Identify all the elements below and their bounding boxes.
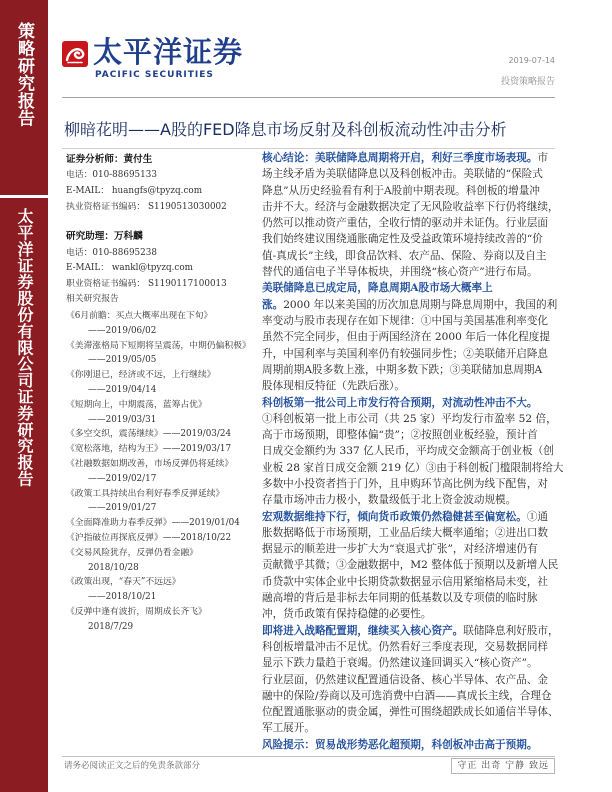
summary-body-text: 联储降息利好股市， xyxy=(463,624,559,637)
summary-body-text: 我们始终建议围绕通胀确定性及受益政策环境持续改善的“价 xyxy=(262,233,543,246)
summary-line xyxy=(262,476,562,492)
related-report-line: 《政策工具持续出台利好春季反弹延续》 xyxy=(66,488,225,499)
report-title: 柳暗花明——A股的FED降息市场反射及科创板流动性冲击分析 xyxy=(64,120,507,139)
summary-body-text: 胀数据略低于市场预期，工业品后续大概率通缩；②进出口数 xyxy=(262,526,549,539)
summary-body-text: ①科创板第一批上市公司（共 25 家）平均发行市盈率 52 倍， xyxy=(262,412,557,425)
summary-body-text: 率变动与股市表现存在如下规律：①中国与美国基准利率变化 xyxy=(262,314,549,327)
summary-body-text: 币贷款中实体企业中长期贷款数据显示信用紧缩格局未变，社 xyxy=(262,575,549,588)
summary-line xyxy=(262,329,562,345)
related-report-line: ——2018/10/21 xyxy=(88,592,157,603)
summary-line xyxy=(262,704,562,720)
summary-line xyxy=(262,183,562,199)
summary-line xyxy=(262,264,562,280)
summary-highlight-text: 涨。 xyxy=(262,298,284,311)
summary-body-text: 值-真成长”主线，即食品饮料、农产品、保险、券商以及自主 xyxy=(262,249,547,262)
analyst-certificate: 执业资格证书编码： S1190513030002 xyxy=(66,202,227,212)
summary-highlight-text: 核心结论：美联储降息周期将开启，利好三季度市场表现。 xyxy=(262,152,538,164)
summary-line xyxy=(262,574,562,590)
summary-highlight-text: 科创板第一批公司上市发行符合预期，对流动性冲击不大。 xyxy=(262,396,538,409)
summary-line xyxy=(262,623,562,639)
summary-line xyxy=(262,378,562,394)
summary-line xyxy=(262,720,562,736)
summary-line xyxy=(262,346,562,362)
summary-line xyxy=(262,297,562,313)
summary-body-text: 位配置通胀驱动的贵金属，弹性可围绕超跌成长如通信半导体、 xyxy=(262,706,559,719)
analyst-email: E-MAIL： huangfs@tpyzq.com xyxy=(66,186,203,196)
related-report-line: 《短期向上，中期震荡，蓝筹占优》 xyxy=(66,399,207,410)
analyst-phone: 电话：010-88695133 xyxy=(66,170,157,180)
summary-body-text: 军工展开。 xyxy=(262,722,315,735)
summary-section xyxy=(262,150,562,754)
related-reports-list xyxy=(66,309,256,639)
summary-body-text: 股体现相反特征（先跌后涨）。 xyxy=(262,380,406,393)
summary-line xyxy=(262,280,562,296)
summary-line xyxy=(262,199,562,215)
related-report-line: ——2019/04/14 xyxy=(88,385,157,395)
related-report-line: 2018/10/28 xyxy=(88,562,139,573)
sidebar-divider xyxy=(0,195,48,198)
related-report-line: 《6月前瞻：买点大概率出现在下旬》 xyxy=(66,311,213,321)
summary-body-text: 存量市场冲击力极小，数量级低于北上资金波动规模。 xyxy=(262,494,517,507)
summary-highlight-text: 风险提示：贸易战形势恶化超预期，科创板冲击高于预期。 xyxy=(262,738,538,751)
summary-line xyxy=(262,655,562,671)
logo-mark xyxy=(62,41,88,67)
summary-body-text: 虽然不完全同步，但由于两国经济在 2000 年后一体化程度提 xyxy=(262,331,550,344)
summary-line xyxy=(262,166,562,182)
assistant-email: E-MAIL： wankl@tpyzq.com xyxy=(66,263,193,273)
summary-body-text: 场主线矛盾为美联储降息以及科创板冲击。美联储的“保险式 xyxy=(262,168,543,181)
related-report-line: ——2019/03/31 xyxy=(88,414,157,425)
analyst-heading: 证券分析师：黄付生 xyxy=(66,154,153,165)
summary-highlight-text: 美联储降息已成定局，降息周期A股市场大概率上 xyxy=(262,282,493,295)
related-report-line: 《多空交织，震荡继续》——2019/03/24 xyxy=(66,429,232,440)
summary-body-text: 贡献微乎其微；③金融数据中，M2 整体低于预期以及新增人民 xyxy=(262,559,559,572)
summary-body-text: 升，中国利率与美国利率仍有较强同步性；②美联储开启降息 xyxy=(262,347,549,360)
related-report-line: 《美滞涨格局下短期将呈震荡，中期仍偏积极》 xyxy=(66,340,251,351)
summary-body-text: 据显示的顺差进一步扩大为“衰退式扩张”，对经济增速仍有 xyxy=(262,543,538,556)
summary-line xyxy=(262,427,562,443)
summary-line xyxy=(262,248,562,264)
footer-divider xyxy=(62,756,555,757)
summary-line xyxy=(262,443,562,459)
footer-disclaimer: 请务必阅读正文之后的免责条款部分 xyxy=(64,761,201,771)
summary-highlight-text: 宏观数据维持下行，倾向货币政策仍然稳健甚至偏宽松。 xyxy=(262,510,527,523)
report-date: 2019-07-14 xyxy=(508,56,555,65)
summary-body-text: 高于市场预期，即整体偏“贵”；②按照创业板经验，预计首 xyxy=(262,429,538,442)
summary-line xyxy=(262,411,562,427)
summary-body-text: 融中的保险/券商以及可选消费中白酒——真成长主线，合理仓 xyxy=(262,689,552,702)
related-report-line: 《政策出现，“春天”不远远》 xyxy=(66,577,181,588)
summary-line xyxy=(262,509,562,525)
summary-line xyxy=(262,395,562,411)
summary-line xyxy=(262,557,562,573)
summary-paragraph xyxy=(262,509,562,623)
summary-body-text: 降息”从历史经验看有利于A股前中期表现。科创板的增量冲 xyxy=(262,184,540,197)
summary-body-text: ①通 xyxy=(526,510,549,523)
summary-body-text: 日成交金额约为 337 亿人民币，平均成交金额高于创业板（创 xyxy=(262,445,554,458)
assistant-phone: 电话：010-88695238 xyxy=(66,248,157,258)
summary-paragraph xyxy=(262,150,562,280)
summary-body-text: 2000 年以来美国的历次加息周期与降息周期中，我国的利 xyxy=(283,298,558,311)
summary-line xyxy=(262,639,562,655)
summary-highlight-text: 即将进入战略配置期，继续买入核心资产。 xyxy=(262,624,464,637)
assistant-certificate: 职业资格证书编码： S1190117100013 xyxy=(66,279,227,289)
assistant-heading: 研究助理：万科麟 xyxy=(66,231,143,242)
related-report-line: ——2019/06/02 xyxy=(88,325,157,336)
summary-paragraph xyxy=(262,737,562,753)
summary-line xyxy=(262,313,562,329)
related-reports-heading: 相关研究报告 xyxy=(66,294,119,304)
summary-line xyxy=(262,737,562,753)
summary-line xyxy=(262,525,562,541)
summary-line xyxy=(262,688,562,704)
header-divider xyxy=(62,97,555,98)
summary-line xyxy=(262,492,562,508)
sidebar-category-label: 策略研究报告 xyxy=(14,22,34,127)
related-report-line: 2018/7/29 xyxy=(88,621,134,632)
summary-line xyxy=(262,231,562,247)
summary-body-text: 融高增的背后是非标去年同期的低基数以及专项债的临时脉 xyxy=(262,592,538,605)
summary-body-text: 冲，货币政策有保持稳健的必要性。 xyxy=(262,608,432,621)
summary-body-text: 业板 28 家首日成交金额 219 亿）③由于科创板门槛限制将给大 xyxy=(262,461,564,474)
sidebar-company-label: 太平洋证券股份有限公司证券研究报告 xyxy=(15,208,34,487)
footer-motto: 守正 出奇 宁静 致远 xyxy=(451,758,555,774)
summary-line xyxy=(262,541,562,557)
summary-line xyxy=(262,590,562,606)
brand-name-en: PACIFIC SECURITIES xyxy=(95,70,214,80)
summary-line xyxy=(262,362,562,378)
summary-line xyxy=(262,215,562,231)
summary-paragraph xyxy=(262,395,562,509)
summary-body-text: 击并不大。经济与金融数据决定了无风险收益率下行仍将继续， xyxy=(262,200,559,213)
summary-line xyxy=(262,606,562,622)
related-report-line: 《你刚退已，经济或不远，上行继续》 xyxy=(66,370,216,381)
related-report-line: ——2019/02/17 xyxy=(88,473,157,484)
summary-line xyxy=(262,672,562,688)
related-report-line: 《社融数据如期改善，市场反弹仍将延续》 xyxy=(66,459,234,469)
summary-paragraph xyxy=(262,623,562,737)
related-report-line: 《沪指破位再探底反弹》——2018/10/22 xyxy=(66,533,232,543)
summary-body-text: 周期前期A股多数上涨，中期多数下跌；③美联储加息周期A xyxy=(262,363,543,376)
summary-body-text: 科创板增量冲击不足忧。仍然看好三季度表现，交易数据同样 xyxy=(262,640,549,653)
report-type: 投资策略报告 xyxy=(500,77,555,87)
summary-body-text: 仍然可以推动资产重估，全收行情的驱动并未证伪。行业层面 xyxy=(262,217,549,230)
summary-body-text: 市 xyxy=(537,152,549,164)
related-report-line: 《反弹中逢有波折，周期成长齐飞》 xyxy=(66,607,207,617)
pacific-securities-logo-icon xyxy=(62,41,88,67)
summary-body-text: 多数中小投资者挡于门外，且申购环节高比例为线下配售，对 xyxy=(262,477,549,490)
summary-body-text: 显示下跌力量趋于衰竭。仍然建议逢回调买入“核心资产”。 xyxy=(262,657,538,670)
related-report-line: ——2019/01/27 xyxy=(88,503,157,514)
summary-line xyxy=(262,150,562,166)
summary-body-text: 替代的通信电子半导体板块，并围绕“核心资产”进行布局。 xyxy=(262,266,538,279)
related-report-line: 《宽松落地，结构为王》——2019/03/17 xyxy=(66,444,232,455)
related-report-line: ——2019/05/05 xyxy=(88,355,157,366)
summary-body-text: 行业层面，仍然建议配置通信设备、核心半导体、农产品、金 xyxy=(262,673,549,686)
title-divider xyxy=(62,148,555,149)
brand-name-cn: 太平洋证券 xyxy=(93,35,244,69)
related-report-line: 《交易风险犹存，反弹仍看金融》 xyxy=(66,547,198,558)
related-report-line: 《全面降准助力春季反弹》——2019/01/04 xyxy=(66,518,240,529)
summary-paragraph xyxy=(262,280,562,394)
summary-line xyxy=(262,460,562,476)
